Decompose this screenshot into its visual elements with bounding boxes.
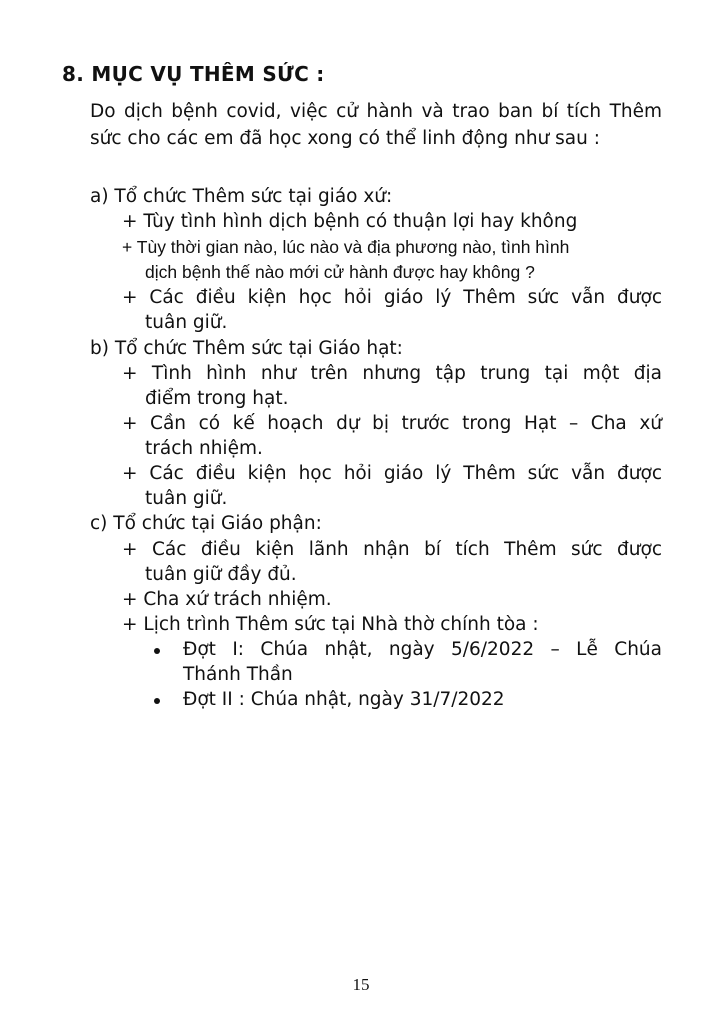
- section-a-item-3-line-2: tuân giữ.: [145, 312, 228, 333]
- section-a-item-1: + Tùy tình hình dịch bệnh có thuận lợi hay không: [122, 211, 578, 232]
- page-number: 15: [352, 975, 370, 994]
- section-b-item-3-line-1: + Các điều kiện học hỏi giáo lý Thêm sức vẫn được: [122, 463, 662, 484]
- bullet-icon: [154, 648, 160, 654]
- schedule-bullet-2: Đợt II : Chúa nhật, ngày 31/7/2022: [183, 689, 505, 710]
- section-b-item-1-line-1: + Tình hình như trên nhưng tập trung tại một địa: [122, 363, 662, 384]
- section-c-item-2: + Cha xứ trách nhiệm.: [122, 589, 332, 610]
- section-b-title: b) Tổ chức Thêm sức tại Giáo hạt:: [90, 338, 403, 359]
- section-heading: 8. MỤC VỤ THÊM SỨC :: [62, 62, 325, 86]
- section-c-item-1-line-1: + Các điều kiện lãnh nhận bí tích Thêm sức được: [122, 539, 662, 560]
- section-c-item-3: + Lịch trình Thêm sức tại Nhà thờ chính tòa :: [122, 614, 539, 635]
- section-b-item-3-line-2: tuân giữ.: [145, 488, 228, 509]
- section-a-item-2-line-2: dịch bệnh thế nào mới cử hành được hay không ?: [145, 262, 535, 282]
- section-a-item-2-line-1: + Tùy thời gian nào, lúc nào và địa phương nào, tình hình: [122, 237, 570, 257]
- section-a-title: a) Tổ chức Thêm sức tại giáo xứ:: [90, 186, 393, 207]
- section-b-item-1-line-2: điểm trong hạt.: [145, 388, 289, 409]
- section-c-title: c) Tổ chức tại Giáo phận:: [90, 513, 322, 534]
- schedule-bullet-1-line-2: Thánh Thần: [183, 664, 293, 685]
- section-c-item-1-line-2: tuân giữ đầy đủ.: [145, 564, 297, 585]
- section-b-item-2-line-1: + Cần có kế hoạch dự bị trước trong Hạt – Cha xứ: [122, 413, 662, 434]
- section-a-item-3-line-1: + Các điều kiện học hỏi giáo lý Thêm sức vẫn được: [122, 287, 662, 308]
- schedule-bullet-1-line-1: Đợt I: Chúa nhật, ngày 5/6/2022 – Lễ Chúa: [183, 639, 662, 660]
- bullet-icon: [154, 698, 160, 704]
- intro-paragraph: Do dịch bệnh covid, việc cử hành và trao ban bí tích Thêm sức cho các em đã học xong có thể linh động như sau :: [90, 101, 662, 149]
- section-b-item-2-line-2: trách nhiệm.: [145, 438, 263, 459]
